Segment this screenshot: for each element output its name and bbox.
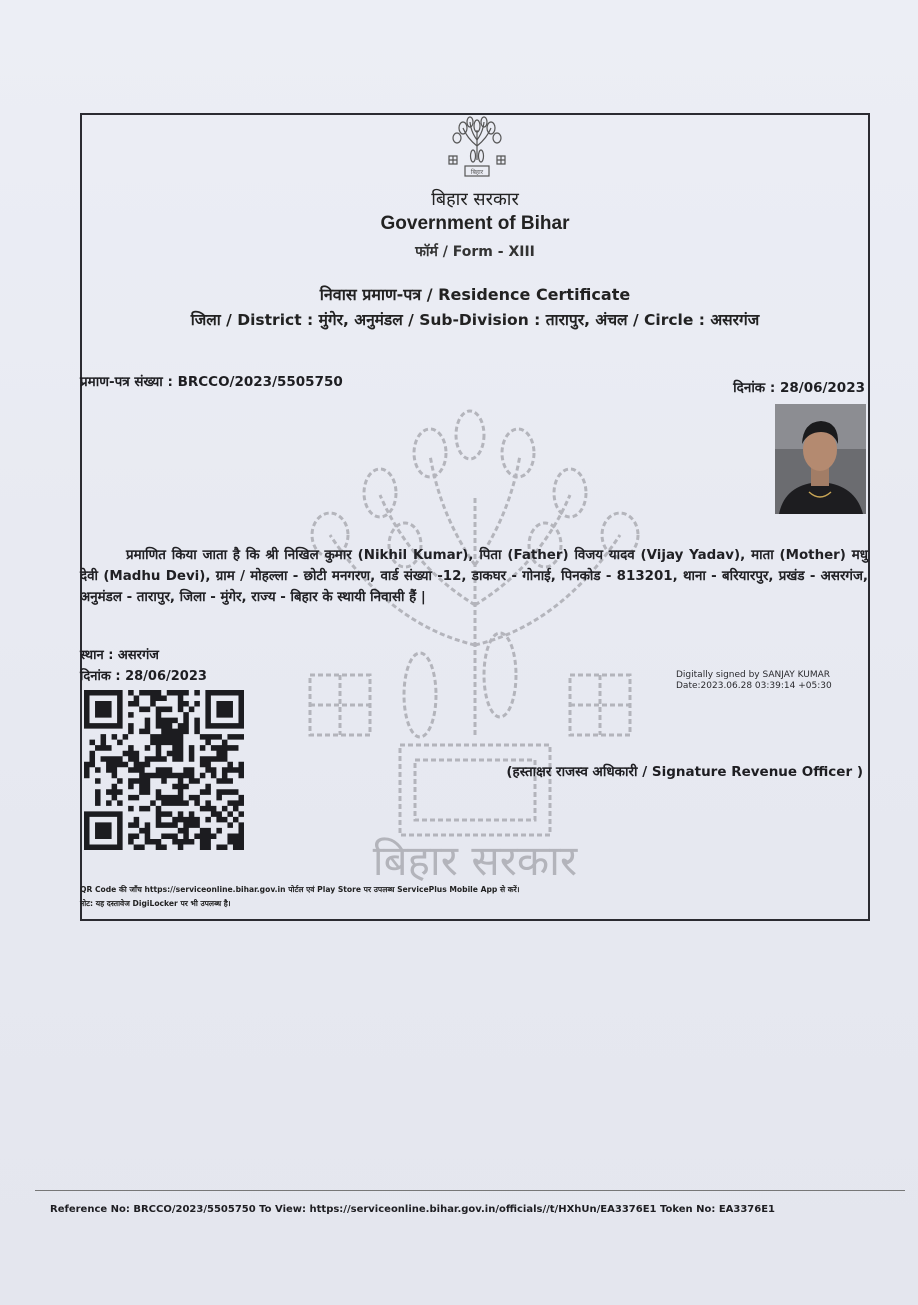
certificate-number: प्रमाण-पत्र संख्या : BRCCO/2023/5505750 [80, 374, 343, 390]
digital-signature-date: Date:2023.06.28 03:39:14 +05:30 [676, 681, 832, 691]
reference-divider [35, 1190, 905, 1191]
govt-hindi-title: बिहार सरकार [431, 189, 519, 210]
person-photo-icon [775, 404, 866, 514]
govt-english-title: Government of Bihar [380, 213, 570, 234]
form-number: फॉर्म / Form - XIII [415, 244, 535, 260]
certificate-title: निवास प्रमाण-पत्र / Residence Certificate [319, 285, 631, 304]
digilocker-note: नोट: यह दस्तावेज DigiLocker पर भी उपलब्ध है। [80, 899, 231, 908]
digital-signature [676, 670, 832, 692]
qr-verification-note: QR Code की जाँच https://serviceonline.bihar.gov.in पोर्टल एवं Play Store पर उपलब्ध ServicePlus Mobile App से करें। [80, 885, 520, 894]
signatory-label: (हस्ताक्षर राजस्व अधिकारी / Signature Revenue Officer ) [506, 764, 863, 780]
district-line: जिला / District : मुंगेर, अनुमंडल / Sub-Division : तारापुर, अंचल / Circle : असरगंज [190, 311, 760, 329]
certificate-date: दिनांक : 28/06/2023 [733, 380, 865, 396]
issue-place: स्थान : असरगंज [80, 648, 159, 663]
reference-line: Reference No: BRCCO/2023/5505750 To View: https://serviceonline.bihar.gov.in/officials//t/HXhUn/EA3376E1 Token No: EA3376E1 [50, 1204, 776, 1215]
certificate-body: प्रमाणित किया जाता है कि श्री निखिल कुमार (Nikhil Kumar), पिता (Father) विजय यादव (Vijay Yadav), माता (Mother) मधु देवी (Madhu Devi), ग्राम / मोहल्ला - छोटी मनगरण, वार्ड संख्या -12, डाकघर - गोनाई, पिनकोड - 813201, थाना - बरियारपुर, प्रखंड - असरगंज, अनुमंडल - तारापुर, जिला - मुंगेर, राज्य - बिहार के स्थायी निवासी हैं | [80, 548, 868, 605]
qr-code-icon [84, 690, 244, 850]
watermark-text: बिहार सरकार [372, 836, 578, 885]
bihar-watermark-icon [300, 405, 650, 890]
emblem-text: बिहार [470, 169, 484, 176]
issue-date: दिनांक : 28/06/2023 [80, 669, 207, 684]
bihar-emblem-icon [443, 116, 511, 184]
digital-signature-name: Digitally signed by SANJAY KUMAR [676, 670, 830, 680]
applicant-photo [775, 404, 866, 514]
